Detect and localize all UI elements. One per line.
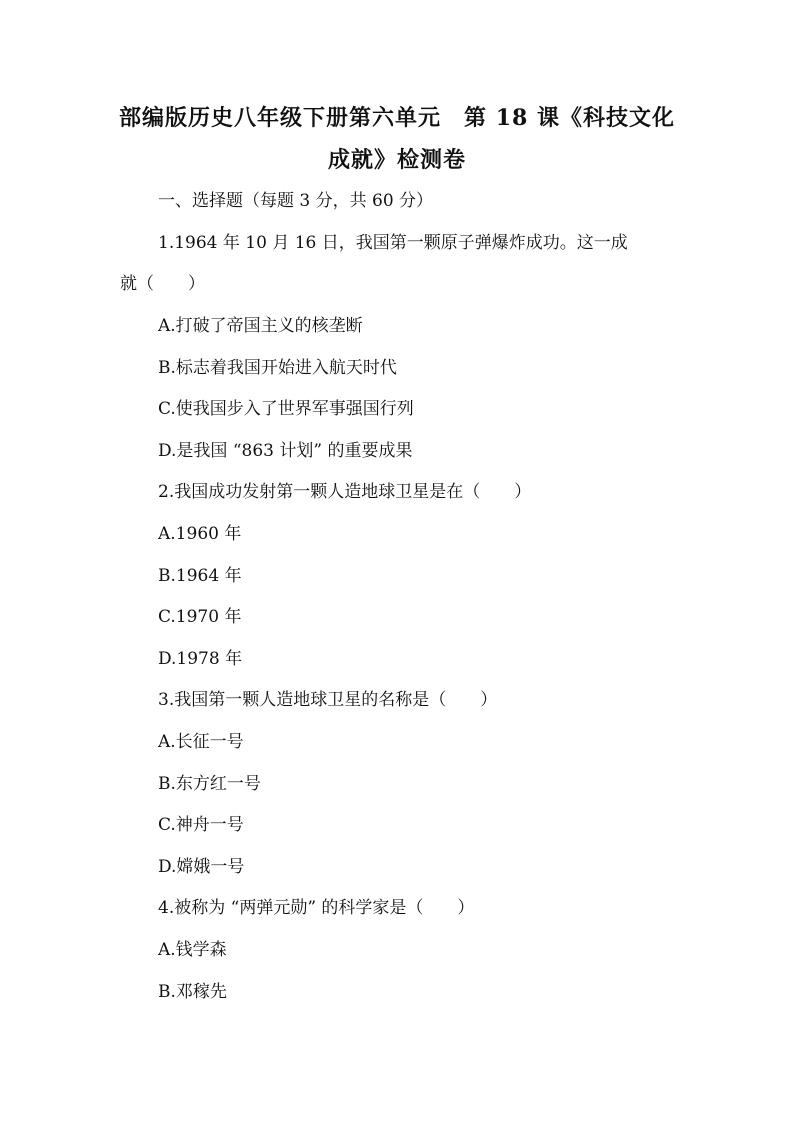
question-1-option-c: C.使我国步入了世界军事强国行列 bbox=[158, 399, 414, 419]
question-2-option-a: A.1960 年 bbox=[158, 524, 242, 544]
question-4-option-b: B.邓稼先 bbox=[158, 982, 227, 1002]
question-1-option-a: A.打破了帝国主义的核垄断 bbox=[158, 316, 363, 336]
question-4-option-a: A.钱学森 bbox=[158, 940, 227, 960]
question-2-option-d: D.1978 年 bbox=[158, 649, 243, 669]
question-3-option-d: D.嫦娥一号 bbox=[158, 857, 245, 877]
section-heading: 一、选择题（每题 3 分，共 60 分） bbox=[158, 191, 434, 211]
question-4-stem: 4.被称为 “两弹元勋” 的科学家是（ ） bbox=[158, 898, 475, 918]
document-title-line-2: 成就》检测卷 bbox=[327, 147, 466, 173]
question-1-option-b: B.标志着我国开始进入航天时代 bbox=[158, 358, 397, 378]
question-2-option-b: B.1964 年 bbox=[158, 566, 242, 586]
question-1-stem-line-2: 就（ ） bbox=[120, 274, 205, 294]
question-1-option-d: D.是我国 “863 计划” 的重要成果 bbox=[158, 441, 413, 461]
question-2-stem: 2.我国成功发射第一颗人造地球卫星是在（ ） bbox=[158, 482, 532, 502]
question-3-option-c: C.神舟一号 bbox=[158, 815, 244, 835]
question-3-option-b: B.东方红一号 bbox=[158, 774, 261, 794]
document-title-line-1: 部编版历史八年级下册第六单元 第 18 课《科技文化 bbox=[119, 105, 675, 131]
question-2-option-c: C.1970 年 bbox=[158, 607, 242, 627]
question-3-stem: 3.我国第一颗人造地球卫星的名称是（ ） bbox=[158, 690, 498, 710]
question-1-stem-line-1: 1.1964 年 10 月 16 日，我国第一颗原子弹爆炸成功。这一成 bbox=[158, 233, 628, 253]
question-3-option-a: A.长征一号 bbox=[158, 732, 244, 752]
